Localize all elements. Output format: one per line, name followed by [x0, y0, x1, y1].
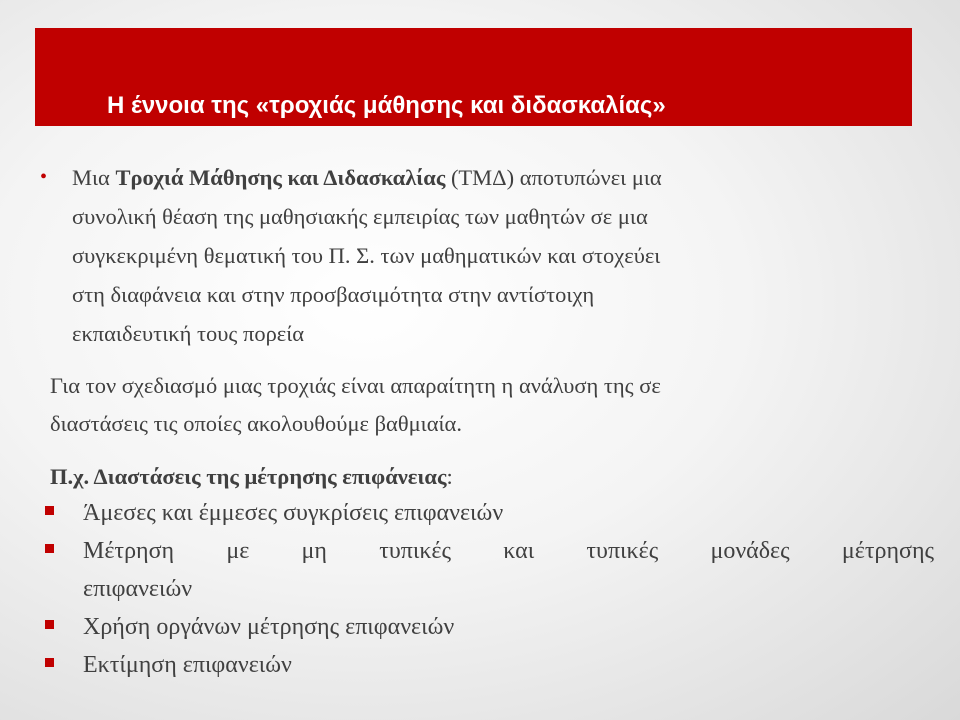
list-item-continuation: επιφανειών	[83, 576, 193, 602]
example-heading: Π.χ. Διαστάσεις της μέτρησης επιφάνειας:	[50, 464, 453, 489]
dimensions-list	[42, 494, 934, 684]
bullet-bold-term: Τροχιά Μάθησης και Διδασκαλίας	[115, 165, 446, 190]
paragraph-line-1: Για τον σχεδιασμό μιας τροχιάς είναι απαραίτητη η ανάλυση της σε	[50, 373, 661, 398]
list-item: Μέτρηση με μη τυπικές και τυπικές μονάδες μέτρησης	[42, 532, 934, 570]
bullet-line-5: εκπαιδευτική τους πορεία	[72, 321, 305, 346]
bullet-dot-icon: •	[40, 166, 48, 188]
bullet-line-4: στη διαφάνεια και στην προσβασιμότητα στην αντίστοιχη	[72, 282, 595, 307]
square-bullet-icon	[45, 544, 54, 553]
square-bullet-icon	[45, 506, 54, 515]
bullet-line-2: συνολική θέαση της μαθησιακής εμπειρίας των μαθητών σε μια	[72, 204, 648, 229]
list-item: Χρήση οργάνων μέτρησης επιφανειών	[42, 608, 934, 646]
slide-title: Η έννοια της «τροχιάς μάθησης και διδασκαλίας»	[107, 92, 666, 119]
bullet-line-1: Μια Τροχιά Μάθησης και Διδασκαλίας (ΤΜΔ) αποτυπώνει μια	[72, 165, 662, 190]
square-bullet-icon	[45, 620, 54, 629]
bullet-line-3: συγκεκριμένη θεματική του Π. Σ. των μαθηματικών και στοχεύει	[72, 243, 661, 268]
list-item: Άμεσες και έμμεσες συγκρίσεις επιφανειών	[42, 494, 934, 532]
title-bar	[35, 28, 912, 126]
main-bullet-text	[72, 158, 910, 353]
square-bullet-icon	[45, 658, 54, 667]
design-paragraph	[50, 367, 920, 443]
paragraph-line-2: διαστάσεις τις οποίες ακολουθούμε βαθμιαία.	[50, 411, 462, 436]
list-item: Εκτίμηση επιφανειών	[42, 646, 934, 684]
main-bullet	[40, 158, 910, 353]
example-heading-bold: Π.χ. Διαστάσεις της μέτρησης επιφάνειας	[50, 464, 447, 489]
